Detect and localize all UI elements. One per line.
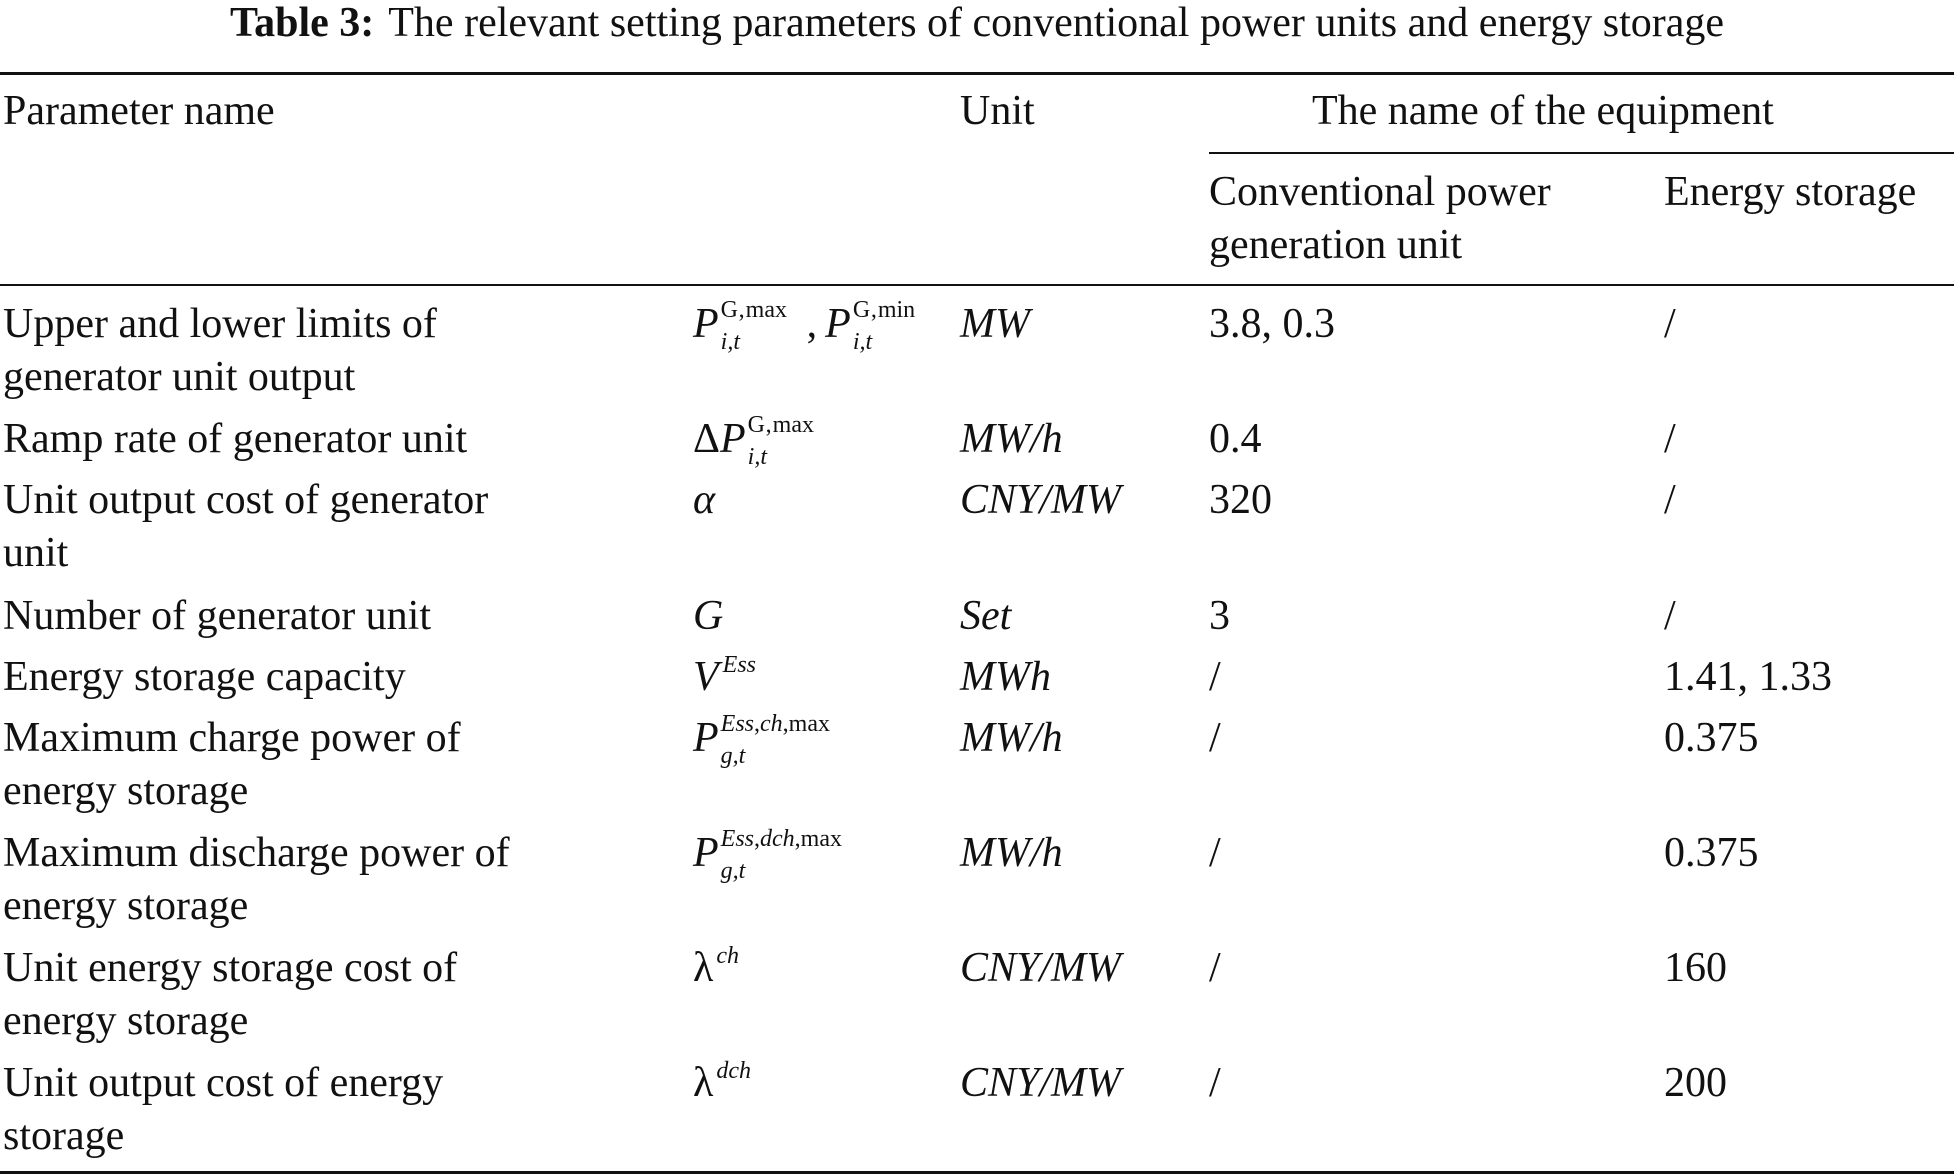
row-7-parameter: [3, 827, 510, 933]
header-energy-storage: Energy storage: [1664, 169, 1917, 215]
row-5-unit: MWh: [960, 654, 1051, 700]
row-1-conventional: 3.8, 0.3: [1209, 301, 1335, 347]
row-1-parameter: [3, 298, 437, 404]
row-3-storage: /: [1664, 477, 1676, 523]
row-8-name-line2: energy storage: [3, 998, 249, 1044]
row-4-parameter: Number of generator unit: [3, 593, 432, 639]
row-9-conventional: /: [1209, 1060, 1221, 1106]
row-2-unit: MW/h: [960, 416, 1063, 462]
table-label: Table 3:: [229, 0, 375, 46]
row-7-storage: 0.375: [1664, 830, 1759, 876]
row-1-symbol: P G , max i,t , P G , min i,t: [693, 297, 916, 355]
row-3-name-line2: unit: [3, 530, 69, 576]
row-7-symbol: P Ess,dch,max g,t: [693, 826, 842, 884]
row-8-unit: CNY/MW: [960, 945, 1122, 991]
row-1-name-line1: Upper and lower limits of: [3, 301, 437, 347]
top-rule: [0, 72, 1954, 75]
row-4-storage: /: [1664, 593, 1676, 639]
row-3-name-line1: Unit output cost of generator: [3, 477, 489, 523]
table-title: [0, 0, 1954, 48]
row-1-storage: /: [1664, 301, 1676, 347]
row-8-parameter: [3, 942, 457, 1048]
row-3-parameter: [3, 474, 488, 580]
row-9-symbol: λ $^{dch}$: [693, 1058, 752, 1106]
bottom-rule: [0, 1171, 1954, 1174]
row-4-unit: Set: [960, 593, 1012, 639]
row-5-parameter: Energy storage capacity: [3, 654, 406, 700]
row-1-unit: MW: [960, 301, 1030, 347]
row-2-symbol: ΔP G , max i,t: [693, 412, 814, 470]
row-5-symbol: V $^{Ess}$: [693, 652, 756, 700]
row-6-parameter: [3, 712, 461, 818]
row-8-symbol: λ $^{ch}$: [693, 943, 740, 991]
header-parameter-name: Parameter name: [3, 88, 275, 134]
table-caption: The relevant setting parameters of conventional power units and energy storage: [388, 0, 1725, 46]
row-4-conventional: 3: [1209, 593, 1230, 639]
row-2-storage: /: [1664, 416, 1676, 462]
header-conventional-line1: Conventional power: [1209, 169, 1551, 215]
row-2-conventional: 0.4: [1209, 416, 1262, 462]
row-9-unit: CNY/MW: [960, 1060, 1122, 1106]
row-9-name-line1: Unit output cost of energy: [3, 1060, 444, 1106]
row-6-name-line1: Maximum charge power of: [3, 715, 461, 761]
header-conventional-line2: generation unit: [1209, 222, 1463, 268]
row-6-name-line2: energy storage: [3, 768, 249, 814]
row-7-name-line1: Maximum discharge power of: [3, 830, 510, 876]
row-4-symbol: G: [693, 593, 724, 639]
row-8-name-line1: Unit energy storage cost of: [3, 945, 458, 991]
row-6-storage: 0.375: [1664, 715, 1759, 761]
row-3-conventional: 320: [1209, 477, 1272, 523]
row-5-storage: 1.41, 1.33: [1664, 654, 1832, 700]
row-7-conventional: /: [1209, 830, 1221, 876]
row-3-symbol: α: [693, 477, 716, 523]
header-bottom-rule: [0, 284, 1954, 286]
row-6-conventional: /: [1209, 715, 1221, 761]
row-3-unit: CNY/MW: [960, 477, 1122, 523]
row-6-unit: MW/h: [960, 715, 1063, 761]
row-5-conventional: /: [1209, 654, 1221, 700]
row-7-name-line2: energy storage: [3, 883, 249, 929]
row-2-parameter: Ramp rate of generator unit: [3, 416, 468, 462]
header-unit: Unit: [960, 88, 1035, 134]
row-6-symbol: P Ess,ch,max g,t: [693, 711, 830, 769]
row-7-unit: MW/h: [960, 830, 1063, 876]
equipment-group-rule: [1209, 152, 1954, 154]
row-8-storage: 160: [1664, 945, 1727, 991]
header-conventional-unit: [1209, 166, 1551, 272]
row-1-name-line2: generator unit output: [3, 354, 356, 400]
row-9-storage: 200: [1664, 1060, 1727, 1106]
row-9-name-line2: storage: [3, 1113, 125, 1159]
row-9-parameter: [3, 1057, 443, 1163]
row-8-conventional: /: [1209, 945, 1221, 991]
header-equipment-group: The name of the equipment: [1312, 88, 1774, 134]
